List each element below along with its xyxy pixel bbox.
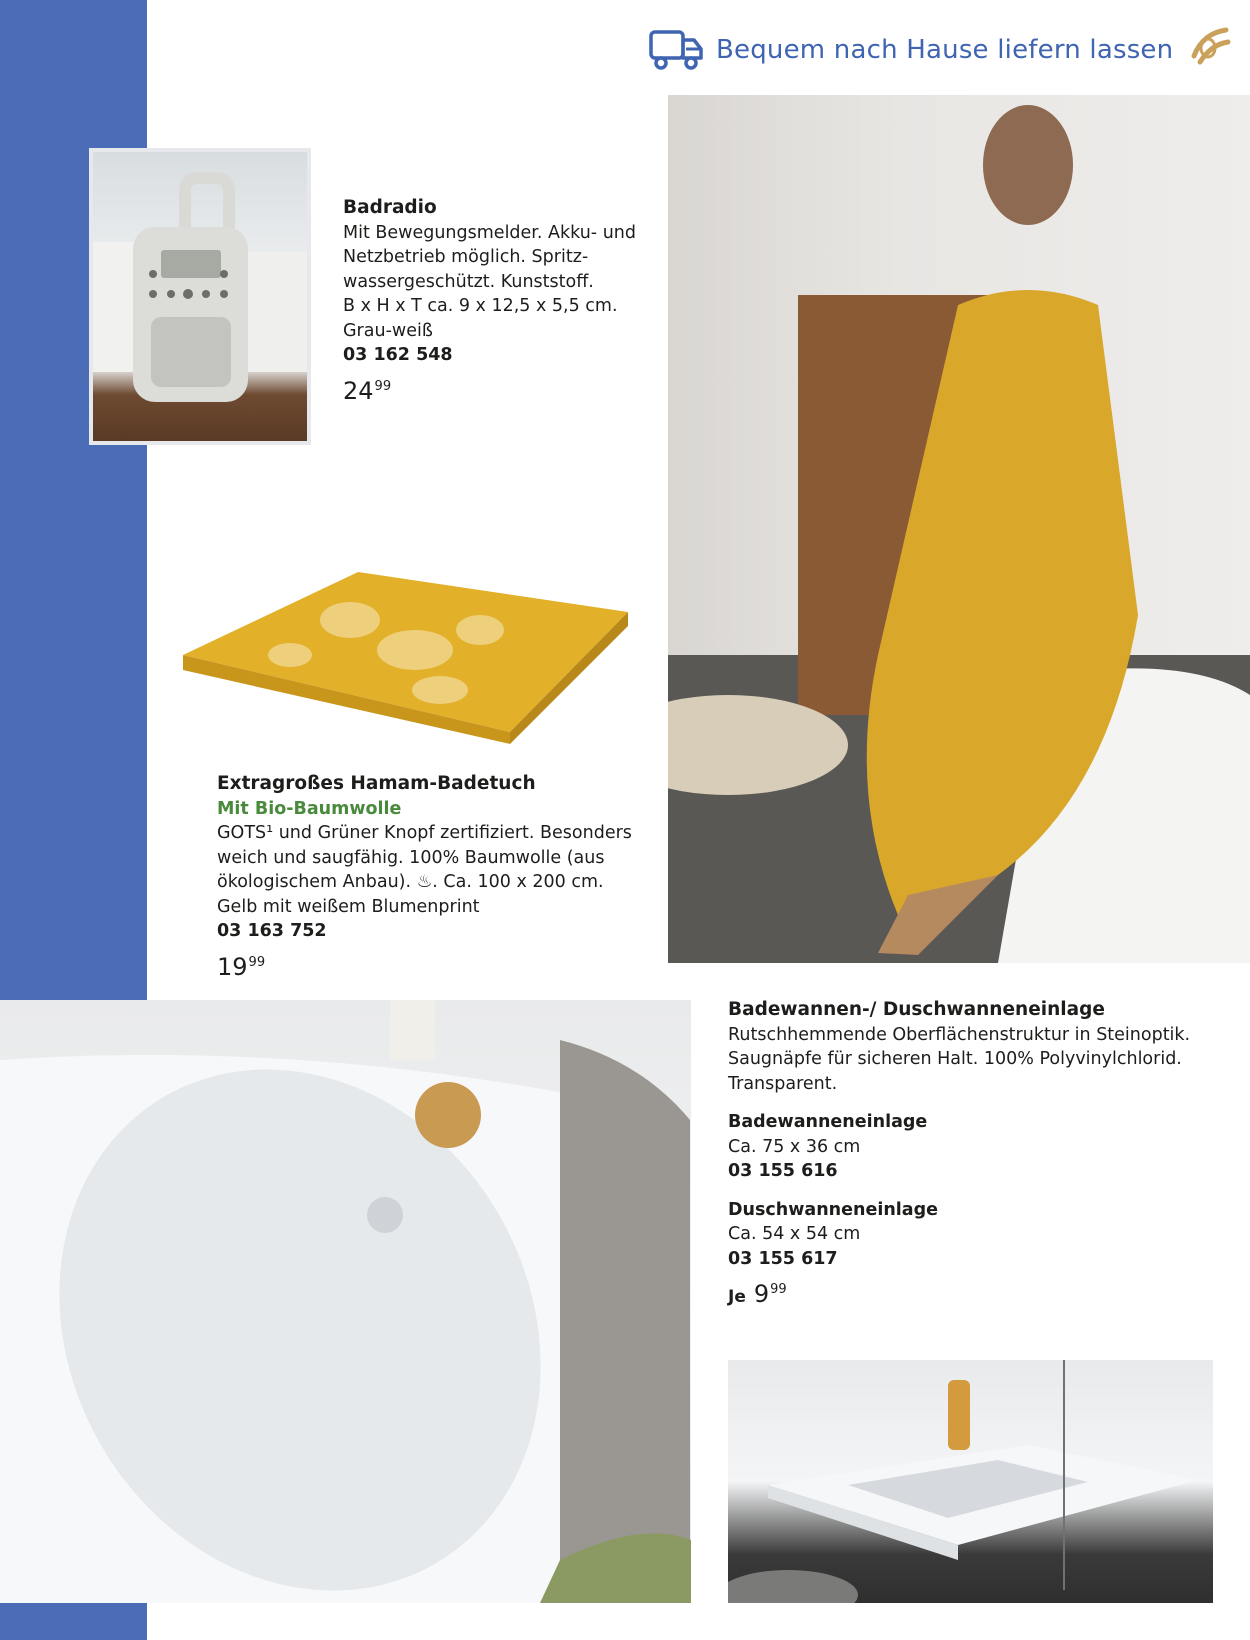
mat-price-cents: 99 xyxy=(770,1282,787,1297)
radio-line: wassergeschützt. Kunststoff. xyxy=(343,271,594,292)
towel-price-cents: 99 xyxy=(248,954,266,970)
radio-price xyxy=(343,372,643,406)
radio-line: Netzbetrieb möglich. Spritz- xyxy=(343,247,589,267)
mat-title: Badewannen-/ Duschwanneneinlage xyxy=(728,999,1105,1020)
mat-variant2-article: 03 155 617 xyxy=(728,1248,838,1269)
towel-line: Gelb mit weißem Blumenprint xyxy=(217,896,480,917)
delivery-banner[interactable] xyxy=(648,22,1173,78)
bathtub-mat-image xyxy=(0,1000,691,1603)
truck-icon xyxy=(648,27,704,73)
towel-price xyxy=(217,948,637,982)
radio-description xyxy=(343,196,643,406)
mat-price xyxy=(728,1275,1208,1312)
radio-line: Grau-weiß xyxy=(343,320,433,341)
side-accent-bar-bottom xyxy=(0,1600,147,1640)
towel-subtitle: Mit Bio-Baumwolle xyxy=(217,798,402,819)
mat-variant1-size: Ca. 75 x 36 cm xyxy=(728,1136,861,1157)
mat-variant2-title: Duschwanneneinlage xyxy=(728,1199,938,1220)
bath-radio-image xyxy=(89,148,311,445)
radio-price-main: 24 xyxy=(343,376,374,405)
tchibo-logo-icon xyxy=(1186,22,1232,66)
delivery-text: Bequem nach Hause liefern lassen xyxy=(716,35,1174,65)
towel-price-main: 19 xyxy=(217,952,248,981)
mat-line: Rutschhemmende Oberflächenstruktur in Steinoptik. xyxy=(728,1024,1191,1045)
mat-line: Transparent. xyxy=(728,1073,838,1094)
towel-line: GOTS¹ und Grüner Knopf zertifiziert. Besonders xyxy=(217,823,632,843)
mat-price-prefix: Je xyxy=(728,1287,746,1307)
folded-towel-image xyxy=(180,560,630,745)
radio-article-number: 03 162 548 xyxy=(343,345,453,365)
radio-price-cents: 99 xyxy=(374,378,392,394)
mat-description xyxy=(728,998,1208,1312)
shower-mat-image xyxy=(728,1360,1213,1603)
mat-price-main: 9 xyxy=(753,1280,770,1308)
towel-line: ökologischem Anbau). ♨. Ca. 100 x 200 cm. xyxy=(217,872,604,892)
mat-line: Saugnäpfe für sicheren Halt. 100% Polyvinylchlorid. xyxy=(728,1049,1182,1069)
radio-title: Badradio xyxy=(343,197,437,218)
radio-line: Mit Bewegungsmelder. Akku- und xyxy=(343,222,636,243)
towel-description xyxy=(217,772,637,982)
mat-variant1-article: 03 155 616 xyxy=(728,1161,838,1181)
towel-line: weich und saugfähig. 100% Baumwolle (aus xyxy=(217,847,605,868)
radio-line: B x H x T ca. 9 x 12,5 x 5,5 cm. xyxy=(343,296,618,316)
towel-article-number: 03 163 752 xyxy=(217,921,327,941)
mat-variant1-title: Badewanneneinlage xyxy=(728,1112,928,1132)
mat-variant2-size: Ca. 54 x 54 cm xyxy=(728,1224,861,1244)
woman-in-towel-image xyxy=(668,95,1250,963)
towel-title: Extragroßes Hamam-Badetuch xyxy=(217,773,536,794)
